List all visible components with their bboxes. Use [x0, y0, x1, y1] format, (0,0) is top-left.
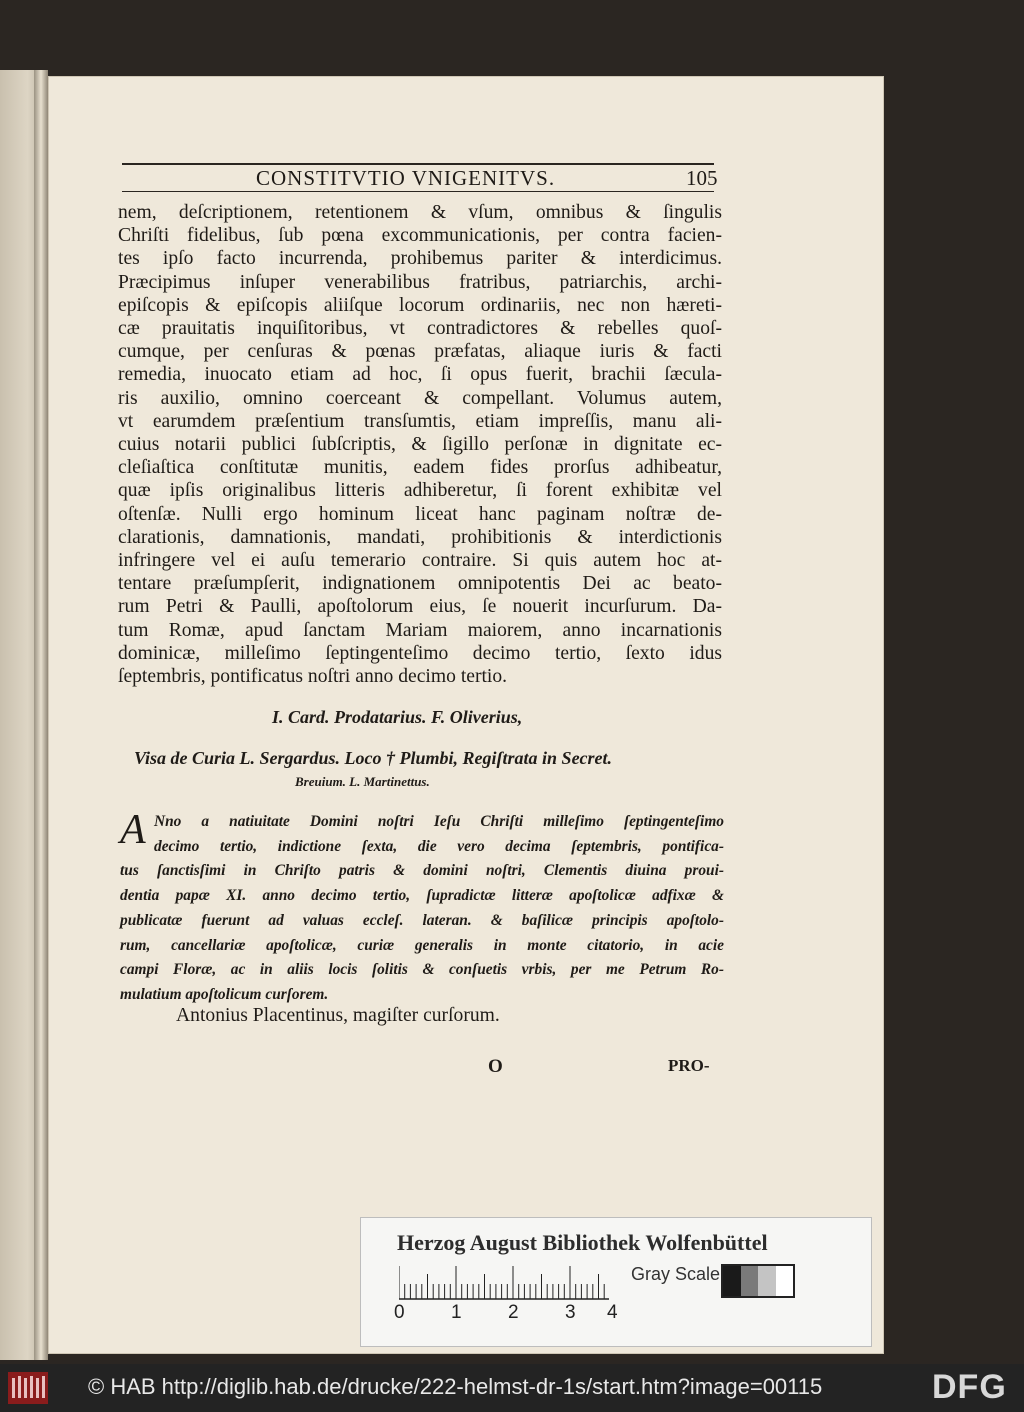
- italic-line: mulatium apoſtolicum curſorem.: [120, 985, 329, 1003]
- ruler-number: 0: [394, 1302, 405, 1323]
- dfg-logo: DFG: [932, 1368, 1007, 1406]
- italic-line: decimo tertio, indictione ſexta, die vero decima ſeptembris, pontifica-: [154, 837, 724, 855]
- body-line: cumque, per cenſuras & pœnas præfatas, aliaque iuris & facti: [118, 341, 722, 363]
- signature-line-2: Visa de Curia L. Sergardus. Loco † Plumbi, Regiſtrata in Secret.: [134, 748, 613, 768]
- body-line: clarationis, damnationis, mandati, prohibitionis & interdictionis: [118, 526, 722, 548]
- signature-mark: O: [488, 1056, 503, 1077]
- italic-line: campi Floræ, ac in aliis locis ſolitis & conſuetis vrbis, per me Petrum Ro-: [120, 961, 724, 979]
- header-rule-bottom: [122, 191, 714, 192]
- drop-cap: A: [120, 807, 146, 853]
- body-line: dominicæ, milleſimo ſeptingenteſimo decimo tertio, ſexto idus: [118, 642, 722, 664]
- italic-line: dentia papæ XI. anno decimo tertio, ſupradictæ litteræ apoſtolicæ adfixæ &: [120, 887, 724, 905]
- body-line: nem, deſcriptionem, retentionem & vſum, omnibus & ſingulis: [118, 202, 722, 223]
- body-line: remedia, inuocato etiam ad hoc, ſi opus fuerit, brachii ſæcula-: [118, 364, 722, 386]
- hab-logo-icon: [8, 1372, 48, 1404]
- ruler-number: 4: [607, 1302, 618, 1323]
- italic-attestation: [120, 810, 724, 1008]
- gray-scale-label: Gray Scale: [631, 1264, 721, 1284]
- gray-scale-swatch: [721, 1264, 795, 1298]
- running-head: CONSTITVTIO VNIGENITVS.: [256, 166, 556, 190]
- body-line: tum Romæ, apud ſanctam Mariam maiorem, anno incarnationis: [118, 619, 722, 641]
- footer-bar: [0, 1364, 1024, 1412]
- body-line: cæ prauitatis inquiſitoribus, vt contradictores & rebelles quoſ-: [118, 318, 722, 340]
- ruler-number: 3: [565, 1302, 576, 1323]
- page-number: 105: [686, 166, 718, 190]
- italic-line: Nno a natiuitate Domini noſtri Ieſu Chriſti milleſimo ſeptingenteſimo: [154, 813, 724, 830]
- italic-line: rum, cancellariæ apoſtolicæ, curiæ generalis in monte citatorio, in acie: [120, 936, 724, 954]
- footer-source-link[interactable]: © HAB http://diglib.hab.de/drucke/222-helmst-dr-1s/start.htm?image=00115: [88, 1374, 823, 1399]
- book-gutter: [34, 70, 48, 1360]
- body-line: tentare præſumpſerit, indignationem omnipotentis Dei ac beato-: [118, 573, 722, 595]
- closing-line: Antonius Placentinus, magiſter curſorum.: [176, 1005, 500, 1026]
- signature-line-3: Breuium. L. Martinettus.: [295, 774, 430, 789]
- body-line: quæ ipſis originalibus litteris adhiberetur, ſi forent exhibitæ vel: [118, 480, 722, 502]
- body-line: tes ipſo facto incurrenda, prohibemus pariter & interdicimus.: [118, 248, 722, 270]
- italic-line: publicatæ fuerunt ad valuas eccleſ. lateran. & baſilicæ principis apoſtolo-: [120, 911, 724, 929]
- body-line: Chriſti fidelibus, ſub pœna excommunicationis, per contra facien-: [118, 225, 722, 247]
- ruler-number: 2: [508, 1302, 519, 1323]
- signature-line-1: I. Card. Prodatarius. F. Oliverius,: [272, 707, 523, 727]
- body-line: ſeptembris, pontificatus noſtri anno decimo tertio.: [118, 666, 508, 688]
- italic-line: tus ſanctisſimi in Chriſto patris & domini noſtri, Clementis diuina proui-: [120, 862, 724, 880]
- body-line: ris auxilio, omnino coerceant & compellant. Volumus autem,: [118, 387, 722, 409]
- catchword: PRO-: [668, 1056, 710, 1075]
- library-color-card: [360, 1217, 872, 1347]
- body-line: cleſiaſtica conſtitutæ munitis, eadem fides prorſus adhibeatur,: [118, 457, 722, 479]
- ruler-scale: [399, 1266, 609, 1300]
- body-line: epiſcopis & epiſcopis aliiſque locorum ordinariis, nec non hæreti-: [118, 294, 722, 316]
- body-line: rum Petri & Paulli, apoſtolorum eius, ſe nouerit incurſurum. Da-: [118, 596, 722, 618]
- header-rule-top: [122, 163, 714, 165]
- body-text: [118, 201, 722, 688]
- body-line: cuius notarii publici ſubſcriptis, & ſigillo perſonæ in dignitate ec-: [118, 434, 722, 456]
- body-line: vt earumdem præſentium transſumtis, etiam impreſſis, manu ali-: [118, 410, 722, 432]
- body-line: oſtenſæ. Nulli ergo hominum liceat hanc paginam noſtræ de-: [118, 503, 722, 525]
- ruler-number: 1: [451, 1302, 462, 1323]
- body-line: Præcipimus inſuper venerabilibus fratribus, patriarchis, archi-: [118, 271, 722, 293]
- library-name: Herzog August Bibliothek Wolfenbüttel: [397, 1230, 768, 1255]
- body-line: infringere vel ei auſu temerario contraire. Si quis autem hoc at-: [118, 550, 722, 572]
